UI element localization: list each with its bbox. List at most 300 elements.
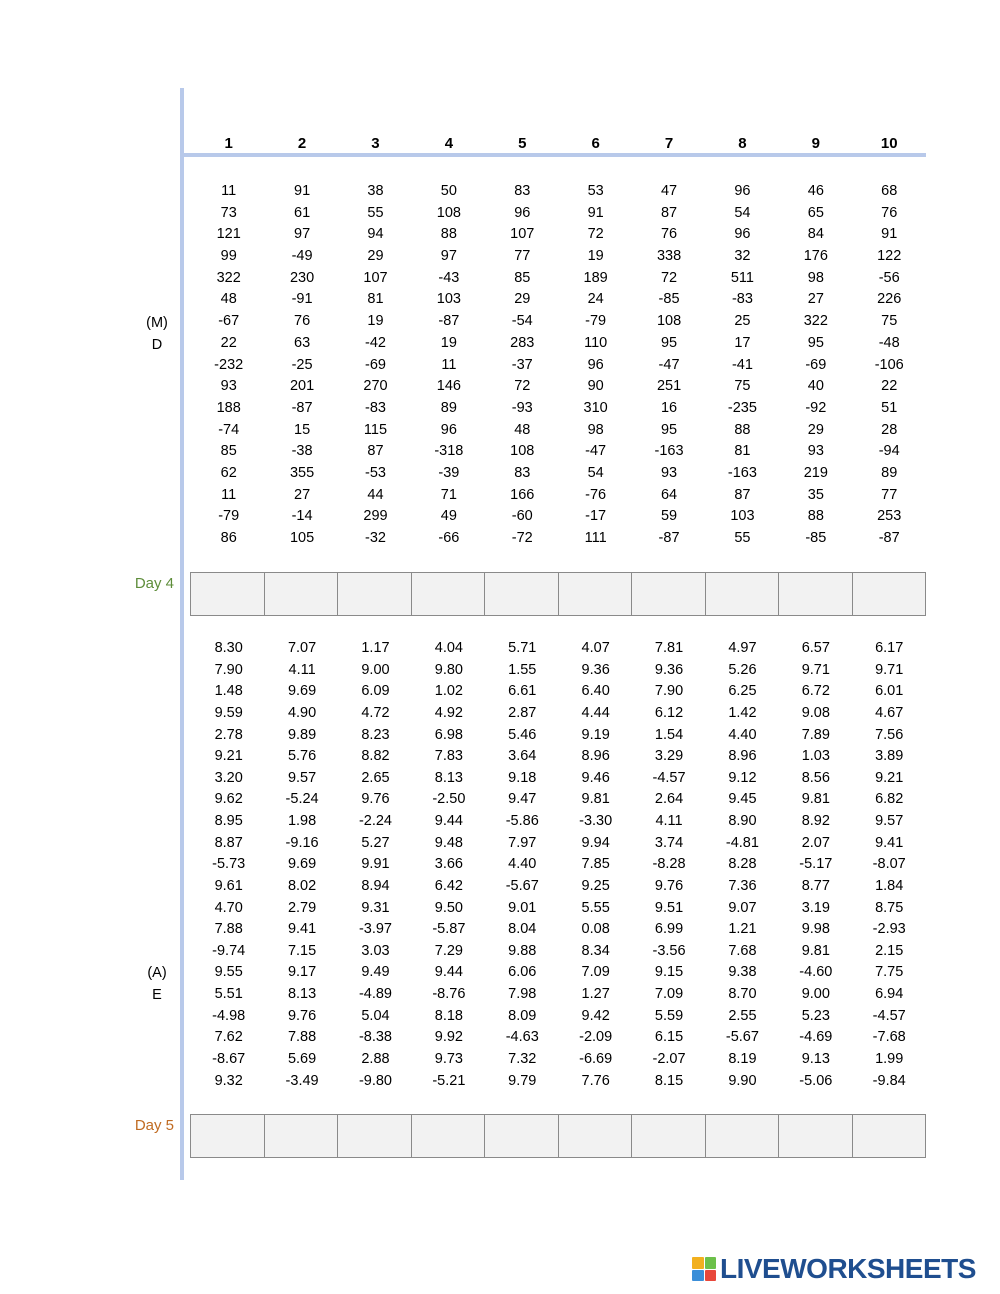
number-cell: -25 [291,356,313,373]
number-cell: 61 [294,204,311,221]
number-cell: 29 [367,248,384,265]
logo-icon-square [705,1270,717,1282]
number-cell: 83 [514,464,531,481]
number-cell: 7.09 [581,964,610,981]
number-cell: 9.41 [287,921,317,938]
number-cell: 7.68 [728,942,757,959]
number-cell: -232 [214,356,244,373]
number-cell: 8.19 [728,1050,757,1067]
number-cell: 4.07 [581,640,610,656]
number-cell: 55 [734,530,751,546]
number-cell: 122 [877,248,902,265]
number-cell: 54 [587,464,604,481]
number-cell: 48 [220,291,237,308]
number-cell: -74 [218,421,240,438]
number-cell: 8.18 [434,1007,463,1024]
number-cell: 6.99 [654,921,684,938]
number-cell: -9.80 [358,1072,392,1089]
number-cell: 2.65 [361,769,390,786]
column-header: 4 [444,135,454,152]
section-e-number-grid [192,638,926,1092]
number-cell: -60 [511,508,533,525]
number-cell: 9.18 [508,769,537,786]
number-cell: 72 [660,269,678,286]
number-cell: 4.11 [288,661,316,678]
number-cell: 84 [807,226,824,243]
number-cell: 24 [587,291,604,308]
number-cell: 85 [514,269,531,286]
column-header: 3 [371,135,380,152]
number-cell: 46 [807,183,824,199]
number-cell: 85 [220,443,237,460]
number-cell: 8.02 [287,877,317,894]
number-cell: -48 [878,334,900,351]
number-cell: 7.88 [287,1029,317,1046]
number-cell: 5.23 [801,1007,830,1024]
number-cell: 9.69 [287,856,317,873]
number-cell: -2.09 [579,1029,613,1046]
number-cell: 9.50 [434,899,463,916]
number-cell: 9.44 [434,964,463,981]
number-cell: 9.89 [287,726,317,743]
number-cell: 7.29 [434,942,463,959]
number-cell: 5.04 [361,1007,390,1024]
number-cell: 22 [881,378,898,395]
number-cell: 9.80 [434,661,463,678]
number-cell: 1.02 [434,683,463,700]
day4-answer-box[interactable] [265,573,339,615]
number-cell: 64 [660,486,678,503]
number-cell: -85 [658,291,680,308]
number-cell: 6.82 [875,791,904,808]
day5-answer-box[interactable] [706,1115,780,1157]
number-cell: 9.12 [728,769,757,786]
number-cell: 108 [510,443,535,460]
number-cell: 103 [436,291,461,308]
number-cell: 110 [584,334,608,351]
number-cell: 9.69 [287,683,317,700]
section-d-label-bottom: D [151,337,163,353]
number-cell: 68 [881,183,898,199]
number-cell: -32 [364,530,386,546]
number-cell: 95 [660,421,678,438]
number-cell: 4.40 [508,856,537,873]
day5-answer-box[interactable] [412,1115,486,1157]
number-cell: 91 [881,226,898,243]
number-cell: 219 [803,464,828,481]
number-cell: 9.49 [361,964,390,981]
number-cell: 22 [220,334,237,351]
number-cell: 7.76 [581,1072,610,1089]
number-cell: 9.19 [581,726,610,743]
number-cell: 8.09 [508,1007,537,1024]
number-cell: 9.15 [654,964,684,981]
day4-answer-box[interactable] [485,573,559,615]
number-cell: 9.71 [801,661,830,678]
column-header: 5 [518,135,527,152]
number-cell: 103 [730,508,755,525]
number-cell: -5.86 [505,813,539,829]
number-cell: 4.97 [728,640,757,656]
number-cell: 83 [514,183,531,199]
day4-answer-box[interactable] [412,573,486,615]
number-cell: -5.17 [799,856,833,873]
number-cell: 88 [440,226,457,243]
number-cell: 189 [583,269,608,286]
number-cell: -5.73 [212,856,246,873]
number-cell: 87 [734,486,751,503]
number-cell: 9.46 [581,769,610,786]
day5-answer-box[interactable] [559,1115,633,1157]
number-cell: 25 [734,313,751,330]
number-cell: 88 [807,508,824,525]
number-cell: 9.98 [801,921,830,938]
number-cell: 6.40 [581,683,610,700]
number-cell: 8.96 [728,748,757,765]
number-cell: 77 [881,486,898,503]
number-cell: 9.21 [875,769,904,786]
number-cell: 53 [587,183,604,199]
number-cell: 9.01 [508,899,537,916]
number-cell: -9.74 [212,942,246,959]
day5-answer-box[interactable] [485,1115,559,1157]
day5-answer-box[interactable] [853,1115,926,1157]
number-cell: -4.89 [358,986,392,1002]
number-cell: 2.64 [654,791,684,808]
number-cell: 8.87 [214,834,243,851]
number-cell: 176 [803,248,828,265]
number-cell: 6.15 [654,1029,684,1046]
number-cell: 3.19 [801,899,830,916]
number-cell: -94 [878,443,900,460]
day4-label: Day 4 [134,575,174,592]
number-cell: 6.25 [728,683,757,700]
number-cell: -79 [218,508,240,525]
number-cell: 86 [220,530,237,546]
number-cell: 47 [660,183,678,199]
number-cell: -4.57 [652,769,686,786]
number-cell: 89 [440,399,457,416]
number-cell: 19 [587,248,604,265]
number-cell: 1.03 [801,748,830,765]
number-cell: -2.07 [652,1050,686,1067]
column-header: 8 [738,135,747,152]
number-cell: 11 [441,356,457,373]
number-cell: 4.70 [214,899,243,916]
number-cell: 8.82 [361,748,390,765]
number-cell: -8.76 [432,986,466,1002]
number-cell: 1.21 [728,921,757,938]
day4-answer-row [190,572,926,616]
number-cell: 32 [734,248,751,265]
number-cell: -39 [438,464,460,481]
number-cell: 29 [807,421,824,438]
number-cell: -42 [364,334,386,351]
number-cell: 97 [440,248,457,265]
day5-answer-box[interactable] [191,1115,265,1157]
number-cell: 63 [294,334,311,351]
number-cell: -41 [731,356,753,373]
number-cell: 5.46 [508,726,537,743]
number-cell: 90 [587,378,604,395]
number-cell: 62 [220,464,237,481]
number-cell: 1.98 [287,813,317,829]
number-cell: 55 [367,204,384,221]
number-cell: 4.04 [434,640,463,656]
number-cell: 9.57 [875,813,904,829]
logo-icon-square [692,1257,704,1269]
number-cell: 7.81 [654,640,684,656]
number-cell: 1.54 [654,726,684,743]
number-cell: 9.25 [581,877,610,894]
column-header: 1 [224,135,233,152]
section-d-label-top: (M) [146,315,168,331]
number-cell: 76 [660,226,678,243]
number-cell: 4.11 [655,813,683,829]
number-cell: 9.92 [434,1029,463,1046]
number-cell: -9.16 [285,834,319,851]
day4-answer-box[interactable] [632,573,706,615]
number-cell: 48 [514,421,531,438]
number-cell: 5.59 [654,1007,684,1024]
logo-icon-square [705,1257,717,1269]
number-cell: -47 [658,356,680,373]
day4-answer-box[interactable] [779,573,853,615]
number-cell: 6.61 [508,683,537,700]
number-cell: 99 [220,248,237,265]
number-cell: 8.23 [361,726,390,743]
number-cell: 9.48 [434,834,463,851]
day5-answer-box[interactable] [779,1115,853,1157]
number-cell: 253 [877,508,902,525]
number-cell: -8.67 [212,1050,246,1067]
number-cell: -2.93 [872,921,906,938]
number-cell: 96 [514,204,531,221]
number-cell: 5.27 [361,834,390,851]
number-cell: 4.67 [875,704,904,721]
number-cell: 5.55 [581,899,610,916]
number-cell: 76 [294,313,311,330]
number-cell: 7.89 [801,726,830,743]
number-cell: 8.95 [214,813,243,829]
number-cell: 1.17 [361,640,390,656]
number-cell: 283 [510,334,535,351]
number-cell: 96 [440,421,457,438]
number-cell: -85 [805,530,827,546]
number-cell: 107 [510,226,535,243]
left-margin-line [180,88,184,1180]
number-cell: 44 [367,486,384,503]
number-cell: 8.70 [728,986,757,1002]
number-cell: 76 [881,204,898,221]
number-cell: 7.88 [214,921,243,938]
number-cell: 9.62 [214,791,243,808]
number-cell: 40 [807,378,824,395]
number-cell: 6.12 [654,704,684,721]
number-cell: 2.15 [875,942,904,959]
number-cell: 96 [734,183,751,199]
number-cell: 511 [730,269,754,286]
number-cell: 7.56 [875,726,904,743]
number-cell: 146 [436,378,461,395]
number-cell: -2.24 [358,813,392,829]
number-cell: 65 [807,204,824,221]
number-cell: 1.55 [508,661,537,678]
day5-answer-box[interactable] [338,1115,412,1157]
number-cell: 7.07 [287,640,317,656]
column-header: 10 [880,135,898,152]
number-cell: 299 [363,508,388,525]
number-cell: -9.84 [872,1072,906,1089]
number-cell: 7.97 [508,834,537,851]
column-header: 2 [297,135,307,152]
number-cell: 7.83 [434,748,463,765]
number-cell: 4.90 [287,704,317,721]
number-cell: 322 [803,313,828,330]
number-cell: 8.04 [508,921,537,938]
number-cell: 9.45 [728,791,757,808]
number-cell: 9.59 [214,704,243,721]
number-cell: 7.15 [287,942,317,959]
number-cell: -72 [511,530,533,546]
number-cell: -5.24 [285,791,319,808]
number-cell: -43 [438,269,460,286]
number-cell: 93 [807,443,824,460]
number-cell: -8.28 [652,856,686,873]
number-cell: 9.41 [875,834,904,851]
number-cell: 6.01 [875,683,904,700]
number-cell: 9.17 [287,964,317,981]
column-header: 7 [664,135,674,152]
number-cell: -5.21 [432,1072,466,1089]
number-cell: 7.85 [581,856,610,873]
number-cell: -4.57 [872,1007,906,1024]
number-cell: 59 [660,508,678,525]
number-cell: -87 [878,530,900,546]
number-cell: 7.36 [728,877,757,894]
number-cell: 226 [877,291,902,308]
number-cell: 9.55 [214,964,243,981]
number-cell: -87 [438,313,460,330]
day4-answer-box[interactable] [853,573,926,615]
number-cell: 9.21 [214,748,243,765]
number-cell: 8.77 [801,877,830,894]
number-cell: -8.07 [872,856,906,873]
number-cell: 71 [440,486,457,503]
number-cell: 3.29 [654,748,684,765]
number-cell: 9.47 [508,791,537,808]
day4-answer-box[interactable] [338,573,412,615]
number-cell: -5.67 [505,877,539,894]
number-cell: 1.42 [728,704,757,721]
section-d-number-grid [192,181,926,550]
day4-answer-box[interactable] [706,573,780,615]
number-cell: -83 [364,399,386,416]
number-cell: 9.91 [361,856,390,873]
number-cell: 251 [656,378,682,395]
number-cell: 9.71 [875,661,904,678]
number-cell: -79 [585,313,607,330]
day5-answer-box[interactable] [265,1115,339,1157]
number-cell: -163 [654,443,684,460]
number-cell: 6.57 [801,640,830,656]
number-cell: 8.34 [581,942,610,959]
number-cell: 108 [436,204,461,221]
number-cell: -7.68 [872,1029,906,1046]
number-cell: -37 [511,356,533,373]
number-cell: 98 [587,421,604,438]
number-cell: 93 [660,464,678,481]
number-cell: 9.00 [361,661,390,678]
liveworksheets-logo-text: LIVEWORKSHEETS [720,1253,976,1284]
number-cell: 322 [216,269,241,286]
logo-icon-square [692,1270,704,1282]
number-cell: 9.36 [654,661,684,678]
number-cell: 9.61 [214,877,243,894]
number-cell: 95 [807,334,824,351]
number-cell: 9.79 [508,1072,537,1089]
number-cell: 310 [583,399,608,416]
column-header: 6 [591,135,600,152]
number-cell: -47 [585,443,607,460]
number-cell: 121 [216,226,241,243]
number-cell: 8.56 [801,769,830,786]
number-cell: 73 [220,204,237,221]
number-cell: 8.28 [728,856,757,873]
number-cell: 2.78 [214,726,243,743]
number-cell: 15 [294,421,311,438]
number-cell: 38 [367,183,384,199]
number-cell: -14 [291,508,313,525]
number-cell: -87 [291,399,313,416]
day4-answer-box[interactable] [559,573,633,615]
number-cell: 81 [734,443,751,460]
number-cell: 9.44 [434,813,463,829]
number-cell: 9.13 [801,1050,830,1067]
number-cell: -3.97 [358,921,392,938]
number-cell: 91 [587,204,604,221]
number-cell: 2.79 [287,899,317,916]
number-cell: -2.50 [432,791,466,808]
number-cell: 9.36 [581,661,610,678]
number-cell: -4.69 [799,1029,833,1046]
number-cell: 93 [220,378,237,395]
day5-answer-box[interactable] [632,1115,706,1157]
number-cell: 7.98 [508,986,537,1002]
number-cell: 6.72 [801,683,830,700]
number-cell: 3.66 [434,856,463,873]
number-cell: 8.92 [801,813,830,829]
number-cell: 2.55 [728,1007,757,1024]
number-cell: 115 [363,421,388,438]
number-cell: 87 [660,204,678,221]
number-cell: 9.88 [508,942,537,959]
number-cell: 28 [881,421,898,438]
number-cell: -38 [291,443,313,460]
number-cell: 72 [587,226,604,243]
number-cell: 72 [514,378,531,395]
number-cell: 5.71 [508,640,537,656]
number-cell: 91 [294,183,311,199]
number-cell: -106 [874,356,904,373]
number-cell: 87 [367,443,384,460]
day4-answer-box[interactable] [191,573,265,615]
number-cell: 17 [734,334,751,351]
number-cell: 1.99 [875,1050,904,1067]
number-cell: 9.00 [801,986,830,1002]
number-cell: 19 [367,313,384,330]
number-cell: -3.49 [285,1072,319,1089]
